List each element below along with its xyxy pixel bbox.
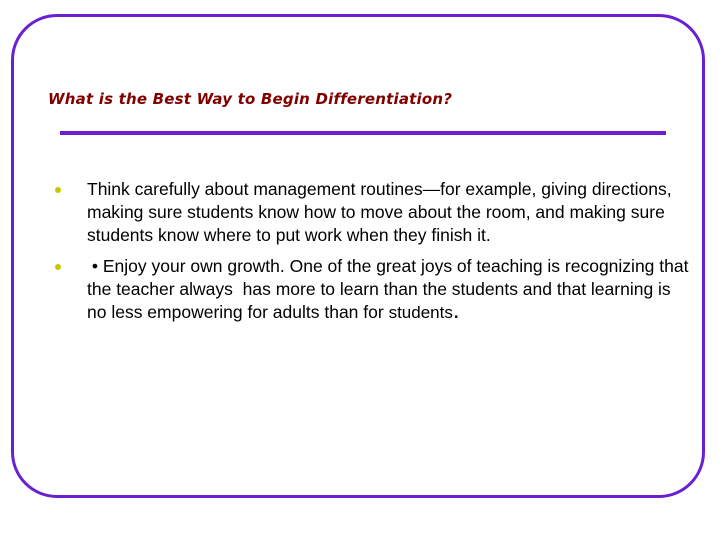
bullet-tail-word: students bbox=[388, 303, 453, 322]
title-underline bbox=[60, 131, 666, 135]
bullet-item-management-routines bbox=[52, 178, 692, 247]
bullet-tail-period: . bbox=[452, 297, 460, 324]
bullet-text: • Enjoy your own growth. One of the great joys of teaching is recognizing that the teacher always has more to learn than the students and that learning is no less empowering for adults than for bbox=[87, 256, 689, 322]
bullet-list bbox=[52, 178, 692, 324]
bullet-text: Think carefully about management routines—for example, giving directions, making sure students know how to move about the room, and making sure students know where to put work when they finish it. bbox=[87, 179, 672, 245]
bullet-marker-icon bbox=[55, 264, 61, 270]
slide-title: What is the Best Way to Begin Differentiation? bbox=[48, 90, 453, 108]
bullet-item-enjoy-growth bbox=[52, 255, 692, 324]
bullet-marker-icon bbox=[55, 187, 61, 193]
